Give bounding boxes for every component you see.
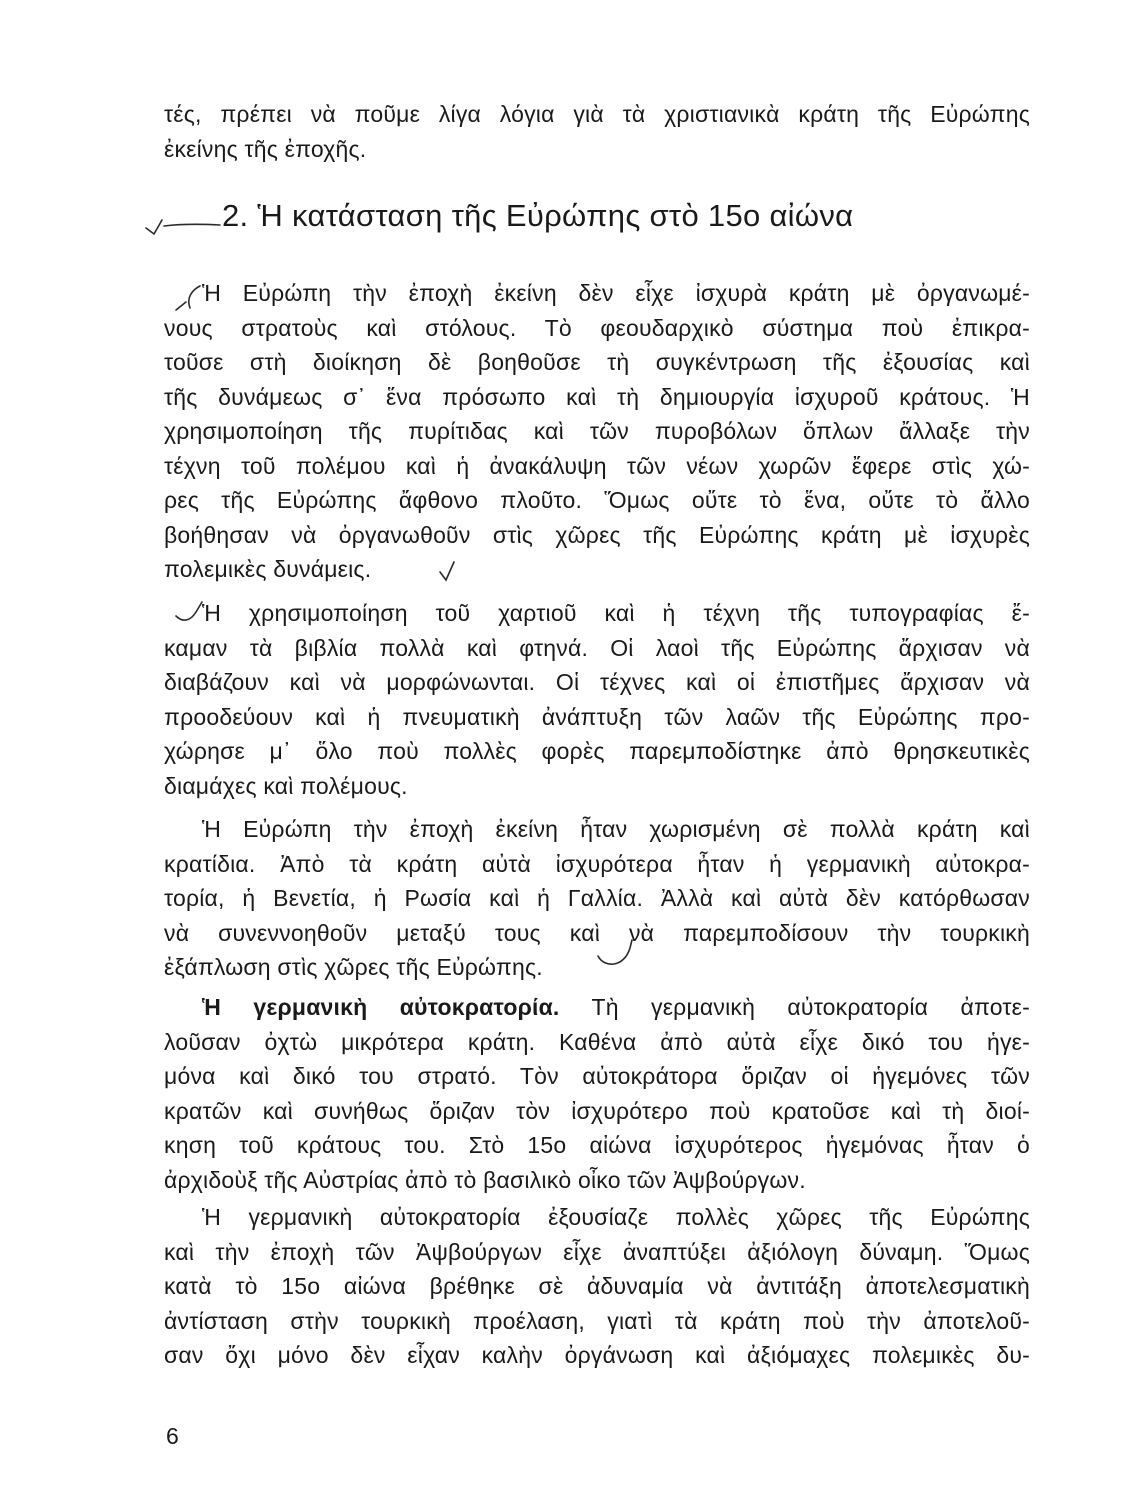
text-line: καὶ τὴν ἐποχὴ τῶν Ἀψβούργων εἶχε ἀναπτύξει ἀξιόλογη δύναμη. Ὅμως (164, 1238, 1030, 1265)
handwritten-check-mark (140, 212, 220, 242)
text-fragment: Τὴ γερμανικὴ αὐτοκρατορία ἀποτε- (559, 994, 1030, 1020)
section-title: Ἡ κατάσταση τῆς Εὐρώπης στὸ 15ο αἰώνα (257, 198, 854, 233)
paragraph-1 (164, 276, 1030, 587)
section-heading (222, 198, 853, 234)
paragraph-4 (164, 990, 1030, 1197)
text-line: ἐξάπλωση στὶς χῶρες τῆς Εὐρώπης. (164, 954, 543, 980)
text-line: διαμάχες καὶ πολέμους. (164, 772, 408, 799)
handwritten-bracket-mark (172, 282, 206, 314)
text-line: ἀρχιδοὺξ τῆς Αὐστρίας ἀπὸ τὸ βασιλικὸ οἶκο τῶν Ἀψβούργων. (164, 1166, 806, 1193)
text-line: ἐκείνης τῆς ἐποχῆς. (164, 135, 367, 162)
text-line: ἀντίσταση στὴν τουρκικὴ προέλαση, γιατὶ τὰ κράτη ποὺ τὴν ἀποτελοῦ- (164, 1307, 1030, 1334)
text-line: σαν ὄχι μόνο δὲν εἶχαν καλὴν ὀργάνωση καὶ ἀξιόμαχες πολεμικὲς δυ- (164, 1342, 1030, 1368)
subsection-heading: Ἡ γερμανικὴ αὐτοκρατορία. (202, 994, 560, 1020)
text-line: Ἡ Εὐρώπη τὴν ἐποχὴ ἐκείνη δὲν εἶχε ἰσχυρὰ κράτη μὲ ὀργανωμέ- (202, 280, 1030, 306)
section-number: 2. (222, 198, 249, 233)
text-line: τορία, ἡ Βενετία, ἡ Ρωσία καὶ ἡ Γαλλία. Ἀλλὰ καὶ αὐτὰ δὲν κατόρθωσαν (164, 885, 1030, 911)
text-line: Ἡ Εὐρώπη τὴν ἐποχὴ ἐκείνη ἦταν χωρισμένη σὲ πολλὰ κράτη καὶ (202, 816, 1030, 842)
text-line: χώρησε μ᾽ ὅλο ποὺ πολλὲς φορὲς παρεμποδίστηκε ἀπὸ θρησκευτικὲς (164, 738, 1030, 764)
text-line: λοῦσαν ὀχτὼ μικρότερα κράτη. Καθένα ἀπὸ αὐτὰ εἶχε δικό του ἡγε- (164, 1028, 1030, 1055)
text-line: βοήθησαν νὰ ὀργανωθοῦν στὶς χῶρες τῆς Εὐρώπης κράτη μὲ ἰσχυρὲς (164, 521, 1030, 548)
text-line: κρατῶν καὶ συνήθως ὅριζαν τὸν ἰσχυρότερο ποὺ κρατοῦσε καὶ τὴ διοί- (164, 1097, 1030, 1124)
handwritten-tick-mark (436, 560, 460, 586)
text-line: Ἡ χρησιμοποίηση τοῦ χαρτιοῦ καὶ ἡ τέχνη τῆς τυπογραφίας ἔ- (202, 600, 1030, 626)
text-line: τοῦσε στὴ διοίκηση δὲ βοηθοῦσε τὴ συγκέντρωση τῆς ἐξουσίας καὶ (164, 349, 1030, 375)
text-line: τῆς δυνάμεως σ᾽ ἕνα πρόσωπο καὶ τὴ δημιουργία ἰσχυροῦ κράτους. Ἡ (164, 383, 1030, 410)
text-line (164, 990, 1030, 1025)
page-number: 6 (166, 1423, 179, 1449)
text-line: νὰ συνεννοηθοῦν μεταξύ τους καὶ νὰ παρεμποδίσουν τὴν τουρκικὴ (164, 919, 1030, 946)
text-line: κηση τοῦ κράτους του. Στὸ 15ο αἰώνα ἰσχυρότερος ἡγεμόνας ἦταν ὁ (164, 1132, 1030, 1158)
text-line: μόνα καὶ δικό του στρατό. Τὸν αὐτοκράτορα ὅριζαν οἱ ἡγεμόνες τῶν (164, 1063, 1030, 1089)
text-line: διαβάζουν καὶ νὰ μορφώνωνται. Οἱ τέχνες καὶ οἱ ἐπιστῆμες ἄρχισαν νὰ (164, 669, 1030, 695)
text-line: καμαν τὰ βιβλία πολλὰ καὶ φτηνά. Οἱ λαοὶ τῆς Εὐρώπης ἄρχισαν νὰ (164, 634, 1030, 661)
text-line: κρατίδια. Ἀπὸ τὰ κράτη αὐτὰ ἰσχυρότερα ἦταν ἡ γερμανικὴ αὐτοκρα- (164, 850, 1030, 877)
handwritten-tick-mark (172, 600, 208, 630)
text-line: κατὰ τὸ 15ο αἰώνα βρέθηκε σὲ ἀδυναμία νὰ ἀντιτάξη ἀποτελεσματικὴ (164, 1273, 1030, 1299)
intro-paragraph (164, 97, 1030, 166)
text-line: χρησιμοποίηση τῆς πυρίτιδας καὶ τῶν πυροβόλων ὅπλων ἄλλαξε τὴν (164, 418, 1030, 444)
text-line: νους στρατοὺς καὶ στόλους. Τὸ φεουδαρχικὸ σύστημα ποὺ ἐπικρα- (164, 314, 1030, 341)
text-line: Ἡ γερμανικὴ αὐτοκρατορία ἐξουσίαζε πολλὲς χῶρες τῆς Εὐρώπης (202, 1204, 1030, 1230)
text-line: προοδεύουν καὶ ἡ πνευματικὴ ἀνάπτυξη τῶν λαῶν τῆς Εὐρώπης προ- (164, 703, 1030, 730)
text-line: τέχνη τοῦ πολέμου καὶ ἡ ἀνακάλυψη τῶν νέων χωρῶν ἔφερε στὶς χώ- (164, 452, 1030, 479)
paragraph-5 (164, 1200, 1030, 1373)
text-line: ρες τῆς Εὐρώπης ἄφθονο πλοῦτο. Ὅμως οὔτε τὸ ἕνα, οὔτε τὸ ἄλλο (164, 487, 1030, 513)
text-line: πολεμικὲς δυνάμεις. (164, 556, 372, 582)
handwritten-underline-mark (594, 938, 638, 972)
text-line: τές, πρέπει νὰ ποῦμε λίγα λόγια γιὰ τὰ χριστιανικὰ κράτη τῆς Εὐρώπης (164, 101, 1030, 127)
paragraph-2 (164, 596, 1030, 803)
